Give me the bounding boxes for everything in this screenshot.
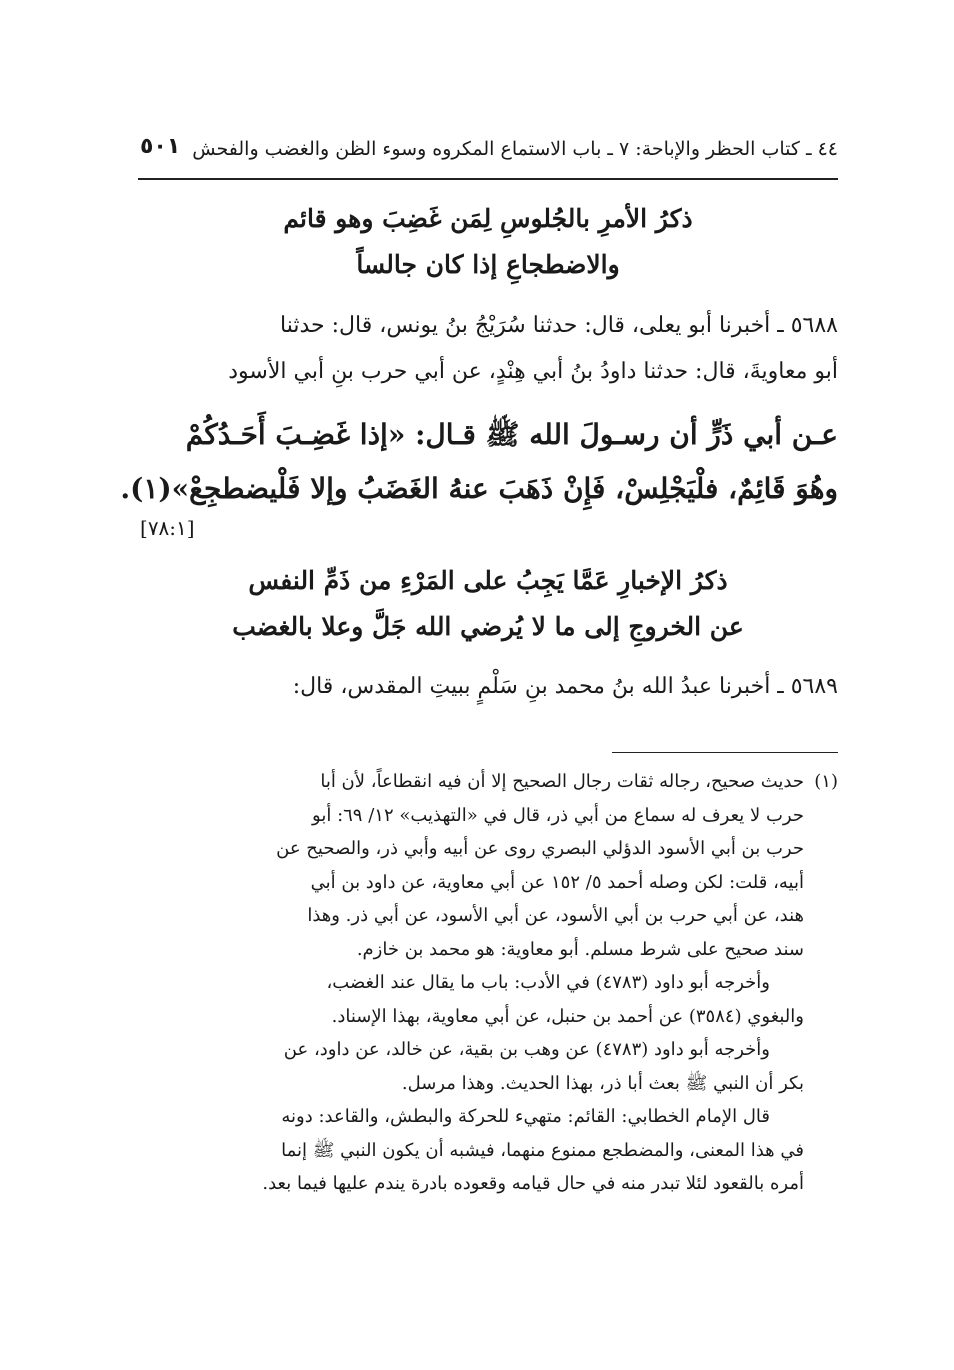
running-header: [138, 130, 838, 174]
hadith-5688-line-2: أبو معاويةَ، قال: حدثنا داودُ بنُ أبي هِنْدٍ، عن أبي حرب بنِ أبي الأسود: [228, 359, 838, 384]
hadith-5688-matn: [120, 408, 838, 516]
footnote-line: سند صحيح على شرط مسلم. أبو معاوية: هو محمد بن خازم.: [356, 938, 804, 960]
hadith-5688-line-1: ٥٦٨٨ ـ أخبرنا أبو يعلى، قال: حدثنا سُرَيْجُ بنُ يونس، قال: حدثنا: [280, 313, 838, 338]
footnote-line: حديث صحيح، رجاله ثقات رجال الصحيح إلا أن فيه انقطاعاً، لأن أبا: [320, 771, 804, 792]
running-title: ٤٤ ـ كتاب الحظر والإباحة: ٧ ـ باب الاستماع المكروه وسوء الظن والغضب والفحش: [192, 138, 838, 160]
footnote-line: أمره بالقعود لئلا تبدر منه في حال قيامه وقعوده بادرة يندم عليها فيما بعد.: [262, 1173, 804, 1194]
page-number: ٥٠١: [140, 134, 181, 159]
footnotes: [138, 765, 838, 1201]
section-heading-1: [138, 196, 838, 288]
section-heading-1-line-1: ذكرُ الأمرِ بالجُلوسِ لِمَن غَضِبَ وهو قائم: [283, 204, 693, 233]
footnote-line: حرب بن أبي الأسود الدؤلي البصري روى عن أبيه وأبي ذر، والصحيح عن: [276, 838, 804, 859]
footnote-line: وأخرجه أبو داود (٤٧٨٣) في الأدب: باب ما يقال عند الغضب،: [326, 972, 770, 993]
section-heading-1-line-2: والاضطجاعِ إذا كان جالساً: [356, 250, 620, 279]
hadith-5688-isnad: [138, 303, 838, 395]
footnote-line: والبغوي (٣٥٨٤) عن أحمد بن حنبل، عن أبي معاوية، بهذا الإسناد.: [331, 1005, 804, 1027]
footnote-body: [138, 765, 804, 1201]
hadith-5688-reference: [٧٨:١]: [140, 516, 195, 540]
footnote-divider: [612, 752, 838, 753]
footnote-line: بكر أن النبي ﷺ بعث أبا ذر، بهذا الحديث. وهذا مرسل.: [401, 1072, 804, 1094]
footnote-line: في هذا المعنى، والمضطجع ممنوع منهما، فيشبه أن يكون النبي ﷺ إنما: [281, 1139, 804, 1161]
footnote-marker: (١): [814, 771, 838, 792]
footnote-line: هند، عن أبي حرب بن أبي الأسود، عن أبي الأسود، عن أبي ذر. وهذا: [307, 905, 804, 926]
section-heading-2-line-1: ذكرُ الإخبارِ عَمَّا يَجِبُ على المَرْءِ من ذَمِّ النفس: [248, 566, 728, 595]
hadith-5689-line-1: ٥٦٨٩ ـ أخبرنا عبدُ الله بنُ محمد بنِ سَلْمٍ ببيتِ المقدس، قال:: [292, 674, 838, 699]
hadith-5688-line-4: وهُوَ قَائِمٌ، فلْيَجْلِسْ، فَإِنْ ذَهَبَ عنهُ الغَضَبُ وإلا فَلْيضطجِعْ»(١).: [120, 472, 838, 505]
hadith-5689-isnad: [138, 664, 838, 710]
header-divider: [138, 178, 838, 180]
footnote-line: أبيه، قلت: لكن وصله أحمد ٥/ ١٥٢ عن أبي معاوية، عن داود بن أبي: [310, 871, 804, 893]
hadith-5688-line-3: عـن أبي ذَرٍّ أن رسـولَ الله ﷺ قـال: «إذا غَضِـبَ أَحَـدُكُمْ: [185, 418, 838, 451]
footnote-1: [138, 765, 838, 1201]
footnote-line: وأخرجه أبو داود (٤٧٨٣) عن وهب بن بقية، عن خالد، عن داود، عن: [283, 1039, 770, 1060]
footnote-line: قال الإمام الخطابي: القائم: متهيء للحركة والبطش، والقاعد: دونه: [281, 1106, 770, 1127]
section-heading-2: [138, 558, 838, 650]
section-heading-2-line-2: عن الخروجِ إلى ما لا يُرضي الله جَلَّ وعلا بالغضب: [232, 612, 744, 641]
footnote-line: حرب لا يعرف له سماع من أبي ذر، قال في «التهذيب» ١٢/ ٦٩: أبو: [312, 804, 804, 826]
